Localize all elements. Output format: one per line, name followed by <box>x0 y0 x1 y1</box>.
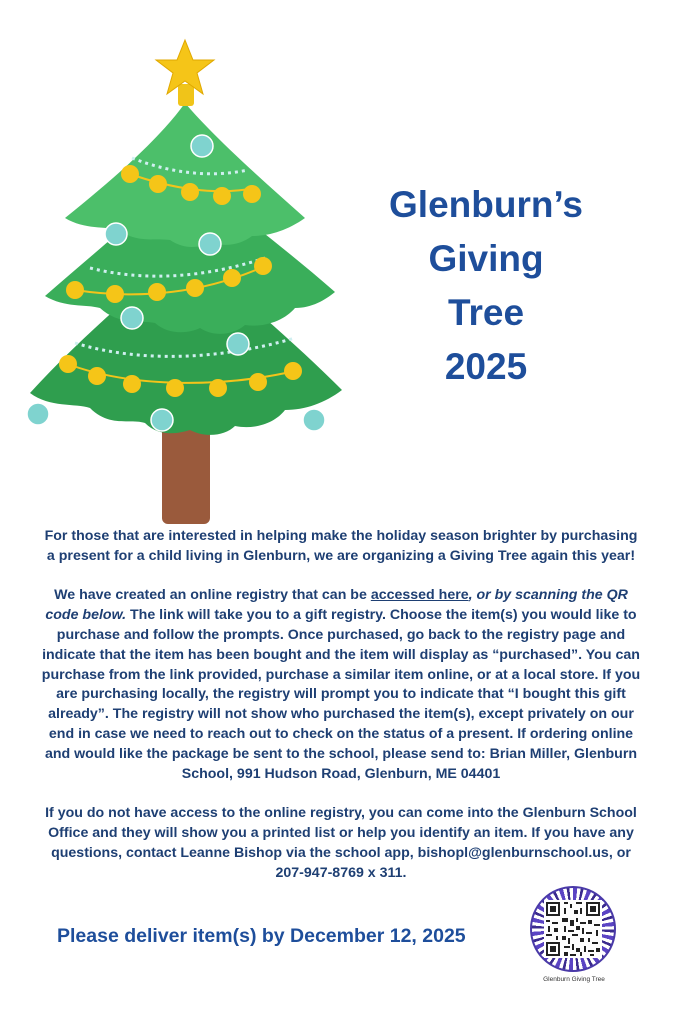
qr-caption: Glenburn Giving Tree <box>543 976 605 983</box>
office-paragraph: If you do not have access to the online registry, you can come into the Glenburn School Office and they will show you a printed list or help you identify an item. If you have any questions, contact Leanne Bishop via the school app, bishopl@glenburnschool.us, or 207-947-8769 x 311. <box>45 805 637 881</box>
registry-lead: We have created an online registry that can be <box>54 587 371 604</box>
tree-tier-upper <box>65 103 305 247</box>
body-text <box>40 527 642 903</box>
title-line-1: Glenburn’s <box>389 184 583 225</box>
qr-note: , or by scanning the QR code below. <box>45 587 628 624</box>
page-title <box>372 178 600 394</box>
title-line-2: Giving <box>428 238 544 279</box>
intro-paragraph: For those that are interested in helping make the holiday season brighter by purchasing a present for a child living in Glenburn, we are organizing a Giving Tree again this year! <box>44 528 638 564</box>
registry-paragraph <box>40 586 642 784</box>
title-line-3: Tree <box>447 292 525 333</box>
registry-link[interactable]: accessed here <box>370 587 469 604</box>
title-line-4: 2025 <box>444 346 528 387</box>
christmas-tree-icon <box>20 38 350 528</box>
deadline-text: Please deliver item(s) by December 12, 2025 <box>57 925 466 947</box>
qr-matrix <box>544 900 602 958</box>
registry-details: The link will take you to a gift registry. Choose the item(s) you would like to purchase and follow the prompts. Once purchased, go back to the registry page and indicate that the item has been bought and the item will display as “purchased”. You can purchase from the link provided, purchase a similar item online, or at a local store. If you are purchasing locally, the registry will prompt you to indicate that “I bought this gift already”. The registry will not show who purchased the item(s), except privately on our end in case we need to reach out to check on the status of a present. If ordering online and would like the package be sent to the school, please send to: Brian Miller, Glenburn School, 991 Hudson Road, Glenburn, ME 04401 <box>41 607 641 782</box>
qr-code[interactable] <box>530 886 620 986</box>
